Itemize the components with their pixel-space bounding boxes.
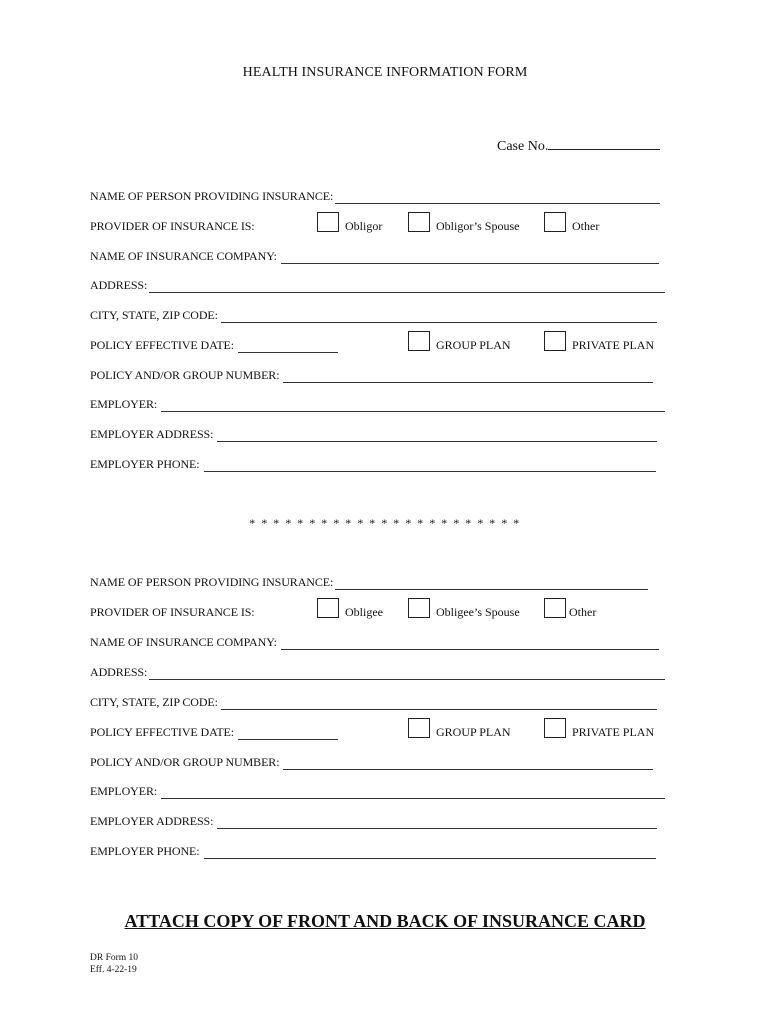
s2-city-label: CITY, STATE, ZIP CODE: (90, 695, 218, 709)
s1-employer-phone-row (90, 457, 656, 472)
s1-employer-phone-label: EMPLOYER PHONE: (90, 457, 200, 471)
s2-name-field[interactable] (335, 579, 648, 590)
s1-employer-address-field[interactable] (217, 431, 657, 442)
s1-other-label: Other (572, 219, 600, 233)
s1-effective-field[interactable] (238, 342, 338, 353)
s2-other-label: Other (569, 605, 597, 619)
s2-name-label: NAME OF PERSON PROVIDING INSURANCE: (90, 575, 334, 589)
form-title: HEALTH INSURANCE INFORMATION FORM (242, 65, 528, 80)
s1-company-field[interactable] (281, 253, 659, 264)
form-number: DR Form 10 (90, 953, 139, 963)
s1-address-field[interactable] (149, 282, 665, 293)
s1-obligor-spouse-label: Obligor’s Spouse (436, 219, 520, 233)
section-separator: * * * * * * * * * * * * * * * * * * * * * * * (249, 516, 521, 530)
s1-obligor-label: Obligor (345, 219, 383, 233)
s1-company-row (90, 249, 659, 264)
s1-obligor-checkbox[interactable] (317, 212, 339, 232)
s2-policy-label: POLICY AND/OR GROUP NUMBER: (90, 755, 280, 769)
s2-private-plan-checkbox[interactable] (544, 718, 566, 738)
s2-effective-row (90, 725, 338, 740)
s2-obligee-label: Obligee (345, 605, 383, 619)
s1-provider-label: PROVIDER OF INSURANCE IS: (90, 219, 255, 233)
s1-private-plan-checkbox[interactable] (544, 331, 566, 351)
s2-company-label: NAME OF INSURANCE COMPANY: (90, 635, 277, 649)
s2-effective-field[interactable] (238, 729, 338, 740)
s2-other-checkbox[interactable] (544, 598, 566, 618)
s1-employer-phone-field[interactable] (204, 461, 656, 472)
s2-policy-field[interactable] (283, 759, 653, 770)
s2-private-plan-label: PRIVATE PLAN (572, 725, 655, 739)
s2-employer-address-label: EMPLOYER ADDRESS: (90, 814, 214, 828)
s1-private-plan-label: PRIVATE PLAN (572, 338, 655, 352)
s2-employer-phone-label: EMPLOYER PHONE: (90, 844, 200, 858)
s1-provider-row (90, 219, 255, 234)
s2-name-row (90, 575, 648, 590)
s2-policy-row (90, 755, 653, 770)
s2-address-field[interactable] (149, 669, 665, 680)
s2-provider-row (90, 605, 255, 620)
s2-effective-label: POLICY EFFECTIVE DATE: (90, 725, 235, 739)
s1-city-label: CITY, STATE, ZIP CODE: (90, 308, 218, 322)
s1-employer-label: EMPLOYER: (90, 397, 158, 411)
s1-employer-address-label: EMPLOYER ADDRESS: (90, 427, 214, 441)
case-number-line[interactable] (548, 137, 660, 150)
s1-group-plan-checkbox[interactable] (408, 331, 430, 351)
s2-obligee-spouse-checkbox[interactable] (408, 598, 430, 618)
s1-city-row (90, 308, 657, 323)
s1-city-field[interactable] (221, 312, 657, 323)
s2-company-row (90, 635, 659, 650)
s1-name-row (90, 189, 660, 204)
s1-obligor-spouse-checkbox[interactable] (408, 212, 430, 232)
s1-employer-field[interactable] (161, 401, 665, 412)
s1-policy-field[interactable] (283, 372, 653, 383)
s2-city-field[interactable] (221, 699, 657, 710)
s1-employer-row (90, 397, 665, 412)
s2-employer-address-row (90, 814, 657, 829)
s2-city-row (90, 695, 657, 710)
s2-employer-label: EMPLOYER: (90, 784, 158, 798)
s1-effective-row (90, 338, 338, 353)
s1-group-plan-label: GROUP PLAN (436, 338, 511, 352)
case-number-field[interactable] (497, 137, 660, 155)
s1-company-label: NAME OF INSURANCE COMPANY: (90, 249, 277, 263)
s2-company-field[interactable] (281, 639, 659, 650)
s2-group-plan-checkbox[interactable] (408, 718, 430, 738)
s1-employer-address-row (90, 427, 657, 442)
s2-obligee-spouse-label: Obligee’s Spouse (436, 605, 520, 619)
s1-other-checkbox[interactable] (544, 212, 566, 232)
s2-provider-label: PROVIDER OF INSURANCE IS: (90, 605, 255, 619)
s2-employer-phone-row (90, 844, 656, 859)
s2-employer-row (90, 784, 665, 799)
s2-employer-phone-field[interactable] (204, 848, 656, 859)
form-effective-date: Eff. 4-22-19 (90, 965, 137, 975)
attach-card-notice: ATTACH COPY OF FRONT AND BACK OF INSURANCE CARD (124, 911, 646, 931)
s1-name-field[interactable] (335, 193, 660, 204)
s2-obligee-checkbox[interactable] (317, 598, 339, 618)
s2-employer-address-field[interactable] (217, 818, 657, 829)
s1-address-row (90, 278, 665, 293)
s1-effective-label: POLICY EFFECTIVE DATE: (90, 338, 235, 352)
s2-address-row (90, 665, 665, 680)
s1-name-label: NAME OF PERSON PROVIDING INSURANCE: (90, 189, 334, 203)
s2-address-label: ADDRESS: (90, 665, 148, 679)
s2-group-plan-label: GROUP PLAN (436, 725, 511, 739)
s2-employer-field[interactable] (161, 788, 665, 799)
s1-address-label: ADDRESS: (90, 278, 148, 292)
s1-policy-label: POLICY AND/OR GROUP NUMBER: (90, 368, 280, 382)
s1-policy-row (90, 368, 653, 383)
case-number-label: Case No. (497, 139, 549, 154)
